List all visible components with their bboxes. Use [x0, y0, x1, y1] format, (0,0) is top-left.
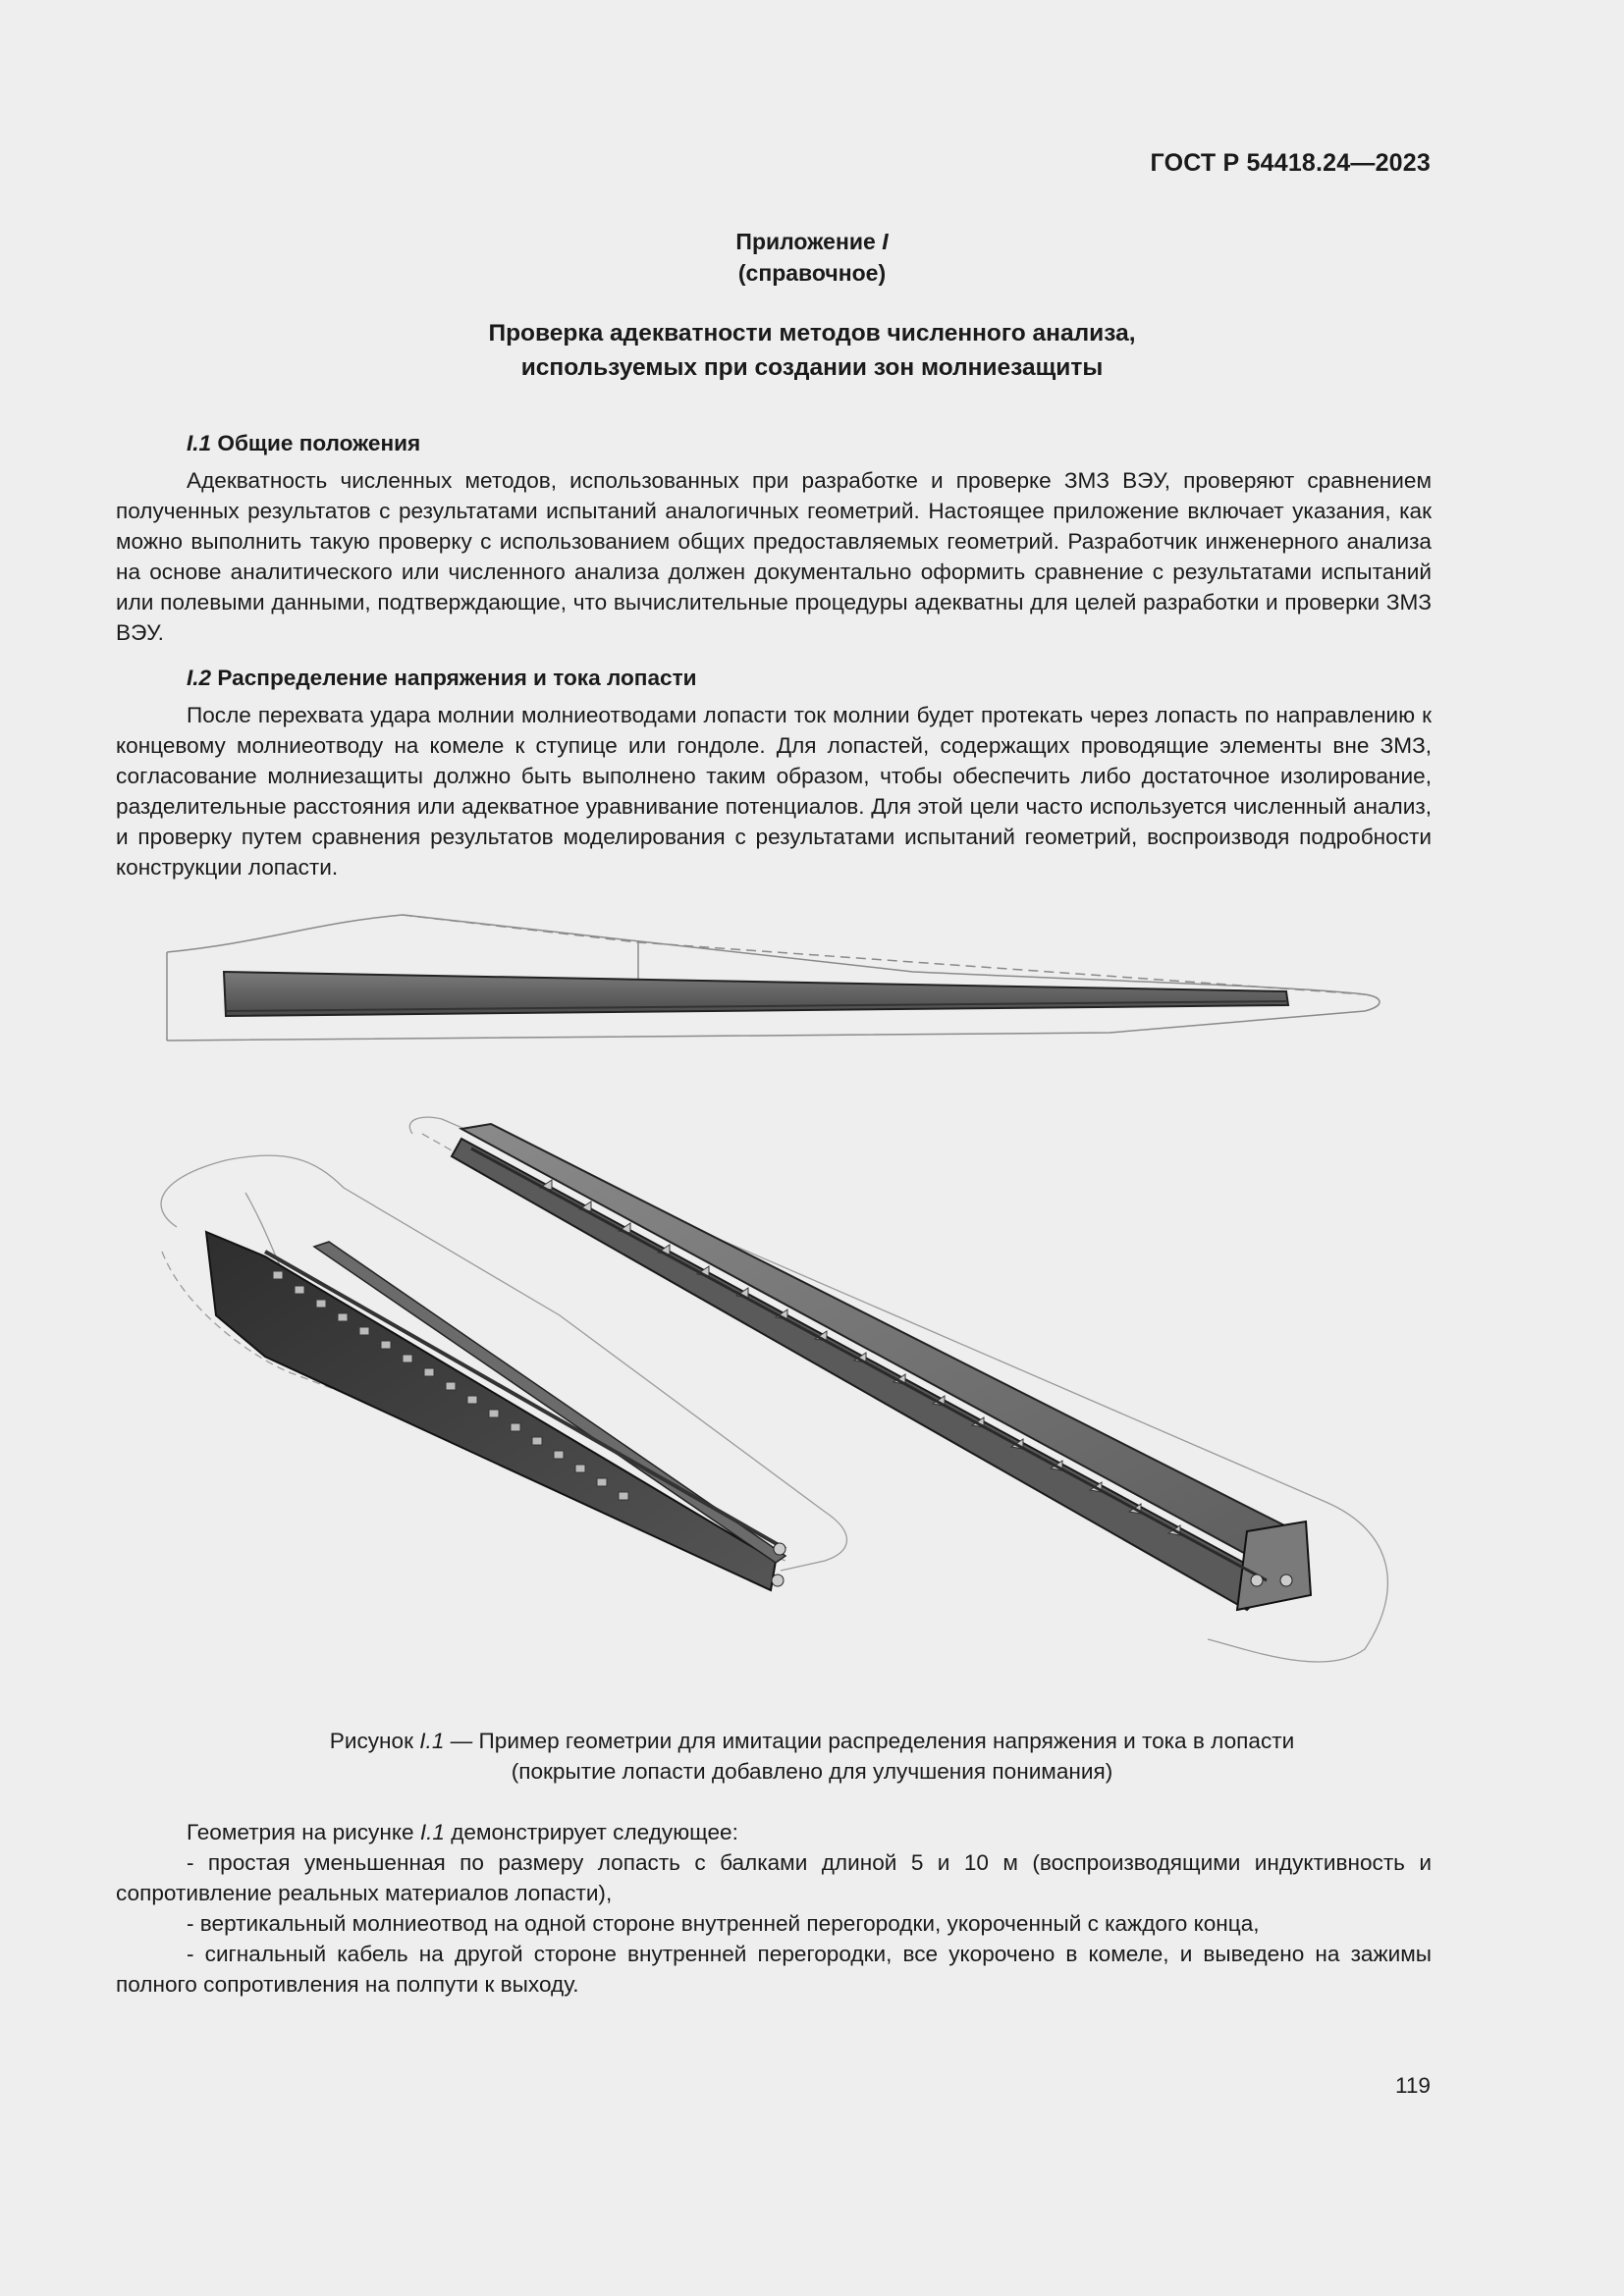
appendix-type: (справочное) — [737, 260, 887, 286]
appendix-header — [0, 226, 1624, 289]
appendix-title — [0, 316, 1624, 385]
appendix-title-line-2: используемых при создании зон молниезащиты — [520, 354, 1104, 381]
list-item: - сигнальный кабель на другой стороне внутренней перегородки, все укорочено в комеле, и выведено на зажимы полного сопротивления на полпути к выходу. — [116, 1942, 1432, 1997]
list-item: - вертикальный молниеотвод на одной стороне внутренней перегородки, укороченный с каждого конца, — [187, 1911, 1260, 1936]
figure-caption — [0, 1726, 1624, 1787]
section-heading-i1 — [187, 428, 420, 458]
standard-code: ГОСТ Р 54418.24—2023 — [1150, 149, 1431, 177]
right-beam-web — [452, 1139, 1276, 1610]
figure-caption-line-2: (покрытие лопасти добавлено для улучшения понимания) — [511, 1759, 1113, 1784]
section-number: I.2 — [187, 666, 212, 690]
section-number: I.1 — [187, 431, 212, 455]
figure-blade-geometry — [147, 903, 1404, 1698]
section-title: Распределение напряжения и тока лопасти — [211, 666, 697, 690]
section-heading-i2 — [187, 663, 697, 693]
list-item: - простая уменьшенная по размеру лопасть с балками длиной 5 и 10 м (воспроизводящими индуктивность и сопротивление реальных материалов лопасти), — [116, 1850, 1432, 1905]
section-body-i1 — [116, 465, 1432, 648]
appendix-title-line-1: Проверка адекватности методов численного анализа, — [488, 320, 1136, 347]
right-beam-end-profile — [1237, 1522, 1311, 1610]
section-body-i2 — [116, 700, 1432, 882]
geometry-list — [116, 1817, 1432, 2000]
figure-caption-line-1: Рисунок I.1 — Пример геометрии для имитации распределения напряжения и тока в лопасти — [329, 1729, 1295, 1753]
paragraph: Адекватность численных методов, использованных при разработке и проверке ЗМЗ ВЭУ, проверяют сравнением полученных результатов с результатами испытаний аналогичных геометрий. Настоящее приложение включает указания, как можно выполнить такую проверку с использованием общих предоставляемых геометрий. Разработчик инженерного анализа на основе аналитического или численного анализа должен документально оформить сравнение с результатами испытаний или полевыми данными, подтверждающие, что вычислительные процедуры адекватны для целей разработки и проверки ЗМЗ ВЭУ. — [116, 468, 1432, 645]
appendix-label: Приложение I — [735, 229, 889, 254]
section-title: Общие положения — [211, 431, 421, 455]
blade-geometry-illustration — [147, 903, 1404, 1698]
geometry-intro: Геометрия на рисунке I.1 демонстрирует следующее: — [187, 1820, 738, 1844]
paragraph: После перехвата удара молнии молниеотводами лопасти ток молнии будет протекать через лопасть по направлению к концевому молниеотводу на комеле к ступице или гондоле. Для лопастей, содержащих проводящие элементы вне ЗМЗ, согласование молниезащиты должно быть выполнено таким образом, чтобы обеспечить либо достаточное изолирование, разделительные расстояния или адекватное уравнивание потенциалов. Для этой цели часто используется численный анализ, и проверку путем сравнения результатов моделирования с результатами испытаний геометрий, воспроизводя подробности конструкции лопасти. — [116, 703, 1432, 880]
page-number: 119 — [1394, 2073, 1431, 2098]
